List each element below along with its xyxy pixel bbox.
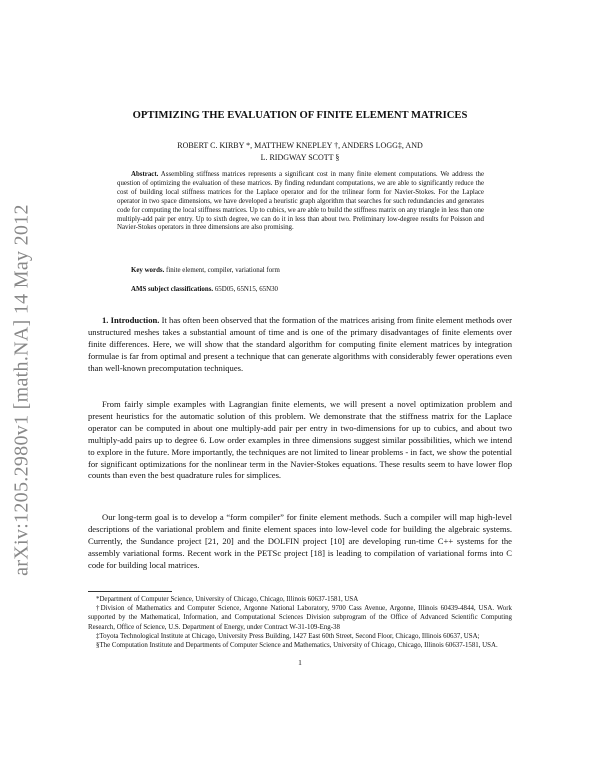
footnote: *Department of Computer Science, University of Chicago, Chicago, Illinois 60637-1581, USA — [96, 596, 359, 603]
abstract — [117, 171, 484, 233]
intro-paragraph-3: Our long-term goal is to develop a “form compiler” for finite element methods. Such a compiler will map high-level descriptions of the variational problem and finite element spaces into low-level code for building the algebraic systems. Currently, the Sundance project [21, 20] and the DOLFIN project [10] are developing run-time C++ systems for the assembly variational forms. Recent work in the PETSc project [18] is leading to compilation of variational forms into C code for building local matrices. — [88, 512, 512, 570]
footnote: †Division of Mathematics and Computer Science, Argonne National Laboratory, 9700 Cass Avenue, Argonne, Illinois 60439-4844, USA. Work supported by the Mathematical, Information, and Computational Sciences Division subprogram of the Office of Advanced Scientific Computing Research, Office of Science, U.S. Department of Energy, under Contract W-31-109-Eng-38 — [88, 605, 512, 631]
intro-paragraph-1-text: It has often been observed that the formation of the matrices arising from finite element methods over unstructured meshes takes a substantial amount of time and is one of the primary disadvantages of finite elements over finite differences. Here, we will show that the standard algorithm for computing finite element matrices by integration formulae is far from optimal and present a technique that can generate algorithms with considerably fewer operations even than well-known precomputation techniques. — [88, 315, 512, 373]
abstract-label: Abstract. — [131, 171, 159, 178]
footnote: §The Computation Institute and Departments of Computer Science and Mathematics, University of Chicago, Chicago, Illinois 60637-1581, USA. — [96, 642, 498, 650]
authors-line-2: L. RIDGWAY SCOTT § — [260, 153, 340, 162]
ams-label: AMS subject classifications. — [131, 286, 214, 293]
footnotes — [88, 595, 512, 650]
footnote: ‡Toyota Technological Institute at Chicago, University Press Building, 1427 East 60th Street, Second Floor, Chicago, Illinois 60637, USA; — [96, 632, 480, 640]
keywords-text: finite element, compiler, variational form — [166, 267, 280, 274]
intro-paragraph-2: From fairly simple examples with Lagrangian finite elements, we will present a novel optimization problem and present heuristics for the automatic solution of this problem. We demonstrate that the stiffness matrix for the Laplace operator can be computed in about one multiply-add pair per entry in two-dimensions for up to cubics, and about two multiply-add pairs up to degree 6. Low order examples in three dimensions suggest similar possibilities, which we intend to explore in the future. More importantly, the techniques are not limited to linear problems - in fact, we show the potential for significant optimizations for the nonlinear term in the Navier-Stokes equations. These results seem to have lower flop counts than even the best quadrature rules for simplices. — [88, 399, 512, 481]
page-number: 1 — [298, 658, 302, 667]
section-heading: 1. Introduction. — [102, 315, 160, 325]
intro-paragraph-1 — [88, 315, 512, 375]
keywords — [131, 266, 484, 275]
footnote-rule — [88, 591, 172, 592]
paper-title: OPTIMIZING THE EVALUATION OF FINITE ELEMENT MATRICES — [132, 110, 468, 121]
authors-line-1: ROBERT C. KIRBY *, MATTHEW KNEPLEY †, ANDERS LOGG‡, AND — [177, 141, 423, 150]
ams-classifications — [131, 285, 484, 294]
ams-text: 65D05, 65N15, 65N30 — [214, 286, 279, 293]
authors-block — [100, 140, 500, 164]
abstract-text: Assembling stiffness matrices represents a significant cost in many finite element computations. We address the question of optimizing the evaluation of these matrices. By finding redundant computations, we are able to significantly reduce the cost of building local stiffness matrices for the Laplace operator and for the trilinear form for Navier-Stokes. For the Laplace operator in two space dimensions, we have developed a heuristic graph algorithm that searches for such redundancies and generates code for computing the local stiffness matrices. Up to cubics, we are able to build the stiffness matrix on any triangle in less than one multiply-add pair per entry. Up to sixth degree, we can do it in less than about two. Preliminary low-degree results for Poisson and Navier-Stokes operators in three dimensions are also promising. — [117, 171, 484, 232]
keywords-label: Key words. — [131, 267, 165, 274]
arxiv-identifier: arXiv:1205.2980v1 [math.NA] 14 May 2012 — [10, 204, 33, 576]
arxiv-sidebar — [0, 140, 44, 640]
